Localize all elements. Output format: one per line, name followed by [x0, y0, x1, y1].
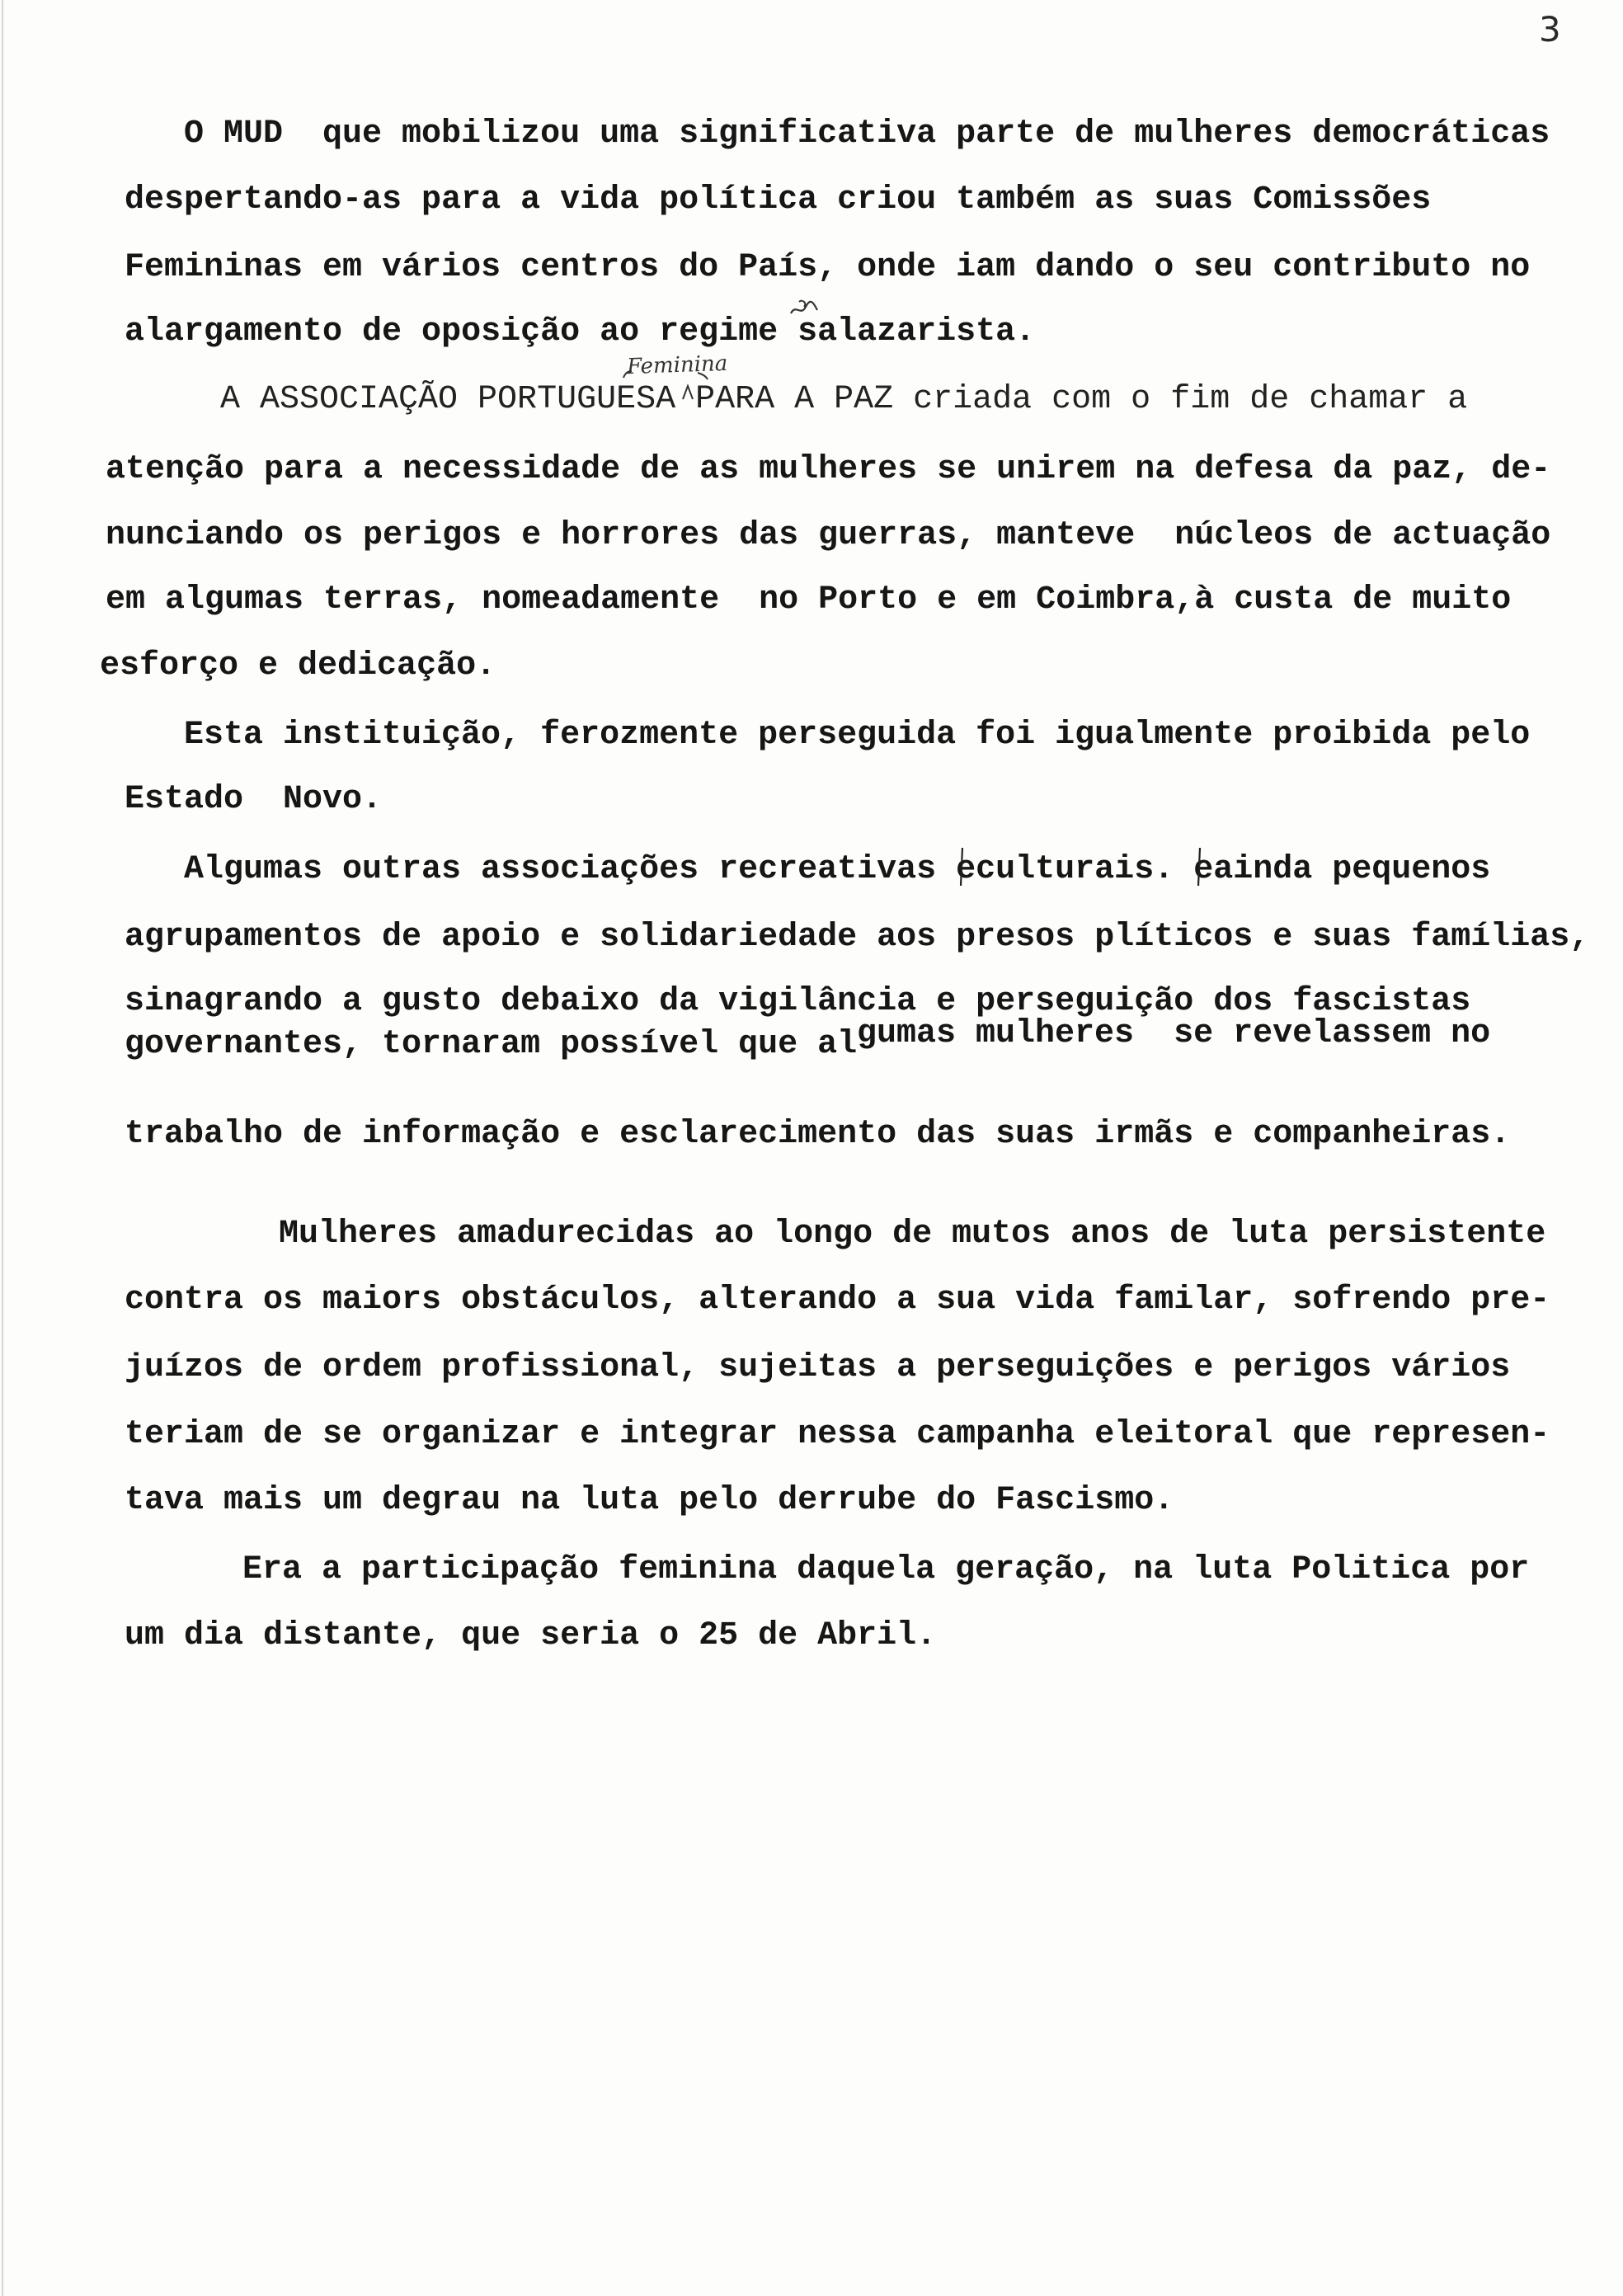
text-line: trabalho de informação e esclarecimento das suas irmãs e companheiras.	[125, 1116, 1511, 1153]
text-line-raised: gumas mulheres se revelassem no	[857, 1015, 1491, 1052]
handwritten-annotation: Feminina	[626, 351, 728, 380]
text-line: Femininas em vários centros do País, onde iam dando o seu contributo no	[125, 249, 1531, 286]
text-line: atenção para a necessidade de as mulheres se unirem na defesa da paz, de-	[106, 451, 1551, 488]
text-line: Algumas outras associações recreativas eculturais. eainda pequenos	[184, 851, 1491, 888]
text-line: teriam de se organizar e integrar nessa campanha eleitoral que represen-	[125, 1416, 1550, 1453]
text-line: juízos de ordem profissional, sujeitas a perseguições e perigos vários	[125, 1349, 1511, 1386]
text-line: esforço e dedicação.	[100, 647, 496, 685]
text-line: alargamento de oposição ao regime salazarista.	[125, 313, 1036, 351]
text-line: governantes, tornaram possível que al	[125, 1026, 858, 1063]
text-line: sinagrando a gusto debaixo da vigilância e perseguição dos fascistas	[125, 983, 1471, 1020]
text-line: Esta instituição, ferozmente perseguida foi igualmente proibida pelo	[184, 717, 1531, 754]
text-line: Estado Novo.	[125, 781, 383, 818]
text-line: agrupamentos de apoio e solidariedade aos presos plíticos e suas famílias,	[125, 919, 1590, 956]
text-line: Mulheres amadurecidas ao longo de mutos anos de luta persistente	[279, 1216, 1546, 1253]
text-line: tava mais um degrau na luta pelo derrube do Fascismo.	[125, 1482, 1174, 1519]
text-line: nunciando os perigos e horrores das guerras, manteve núcleos de actuação	[106, 517, 1551, 554]
handwritten-separator-mark	[957, 846, 967, 887]
handwritten-separator-mark	[1194, 846, 1204, 887]
text-line: A ASSOCIAÇÃO PORTUGUESA PARA A PAZ criada com o fim de chamar a	[220, 381, 1468, 418]
text-line: em algumas terras, nomeadamente no Porto e em Coimbra,à custa de muito	[106, 581, 1512, 619]
page-number: 3	[1539, 9, 1561, 49]
handwritten-correction-mark	[788, 299, 821, 320]
text-line: O MUD que mobilizou uma significativa parte de mulheres democráticas	[184, 115, 1550, 153]
text-line: contra os maiors obstáculos, alterando a sua vida familar, sofrendo pre-	[125, 1282, 1550, 1319]
text-line: Era a participação feminina daquela geração, na luta Politica por	[242, 1551, 1530, 1588]
text-line: despertando-as para a vida política criou também as suas Comissões	[125, 181, 1432, 219]
text-line: um dia distante, que seria o 25 de Abril.	[125, 1617, 937, 1654]
page-edge	[2, 0, 3, 2296]
